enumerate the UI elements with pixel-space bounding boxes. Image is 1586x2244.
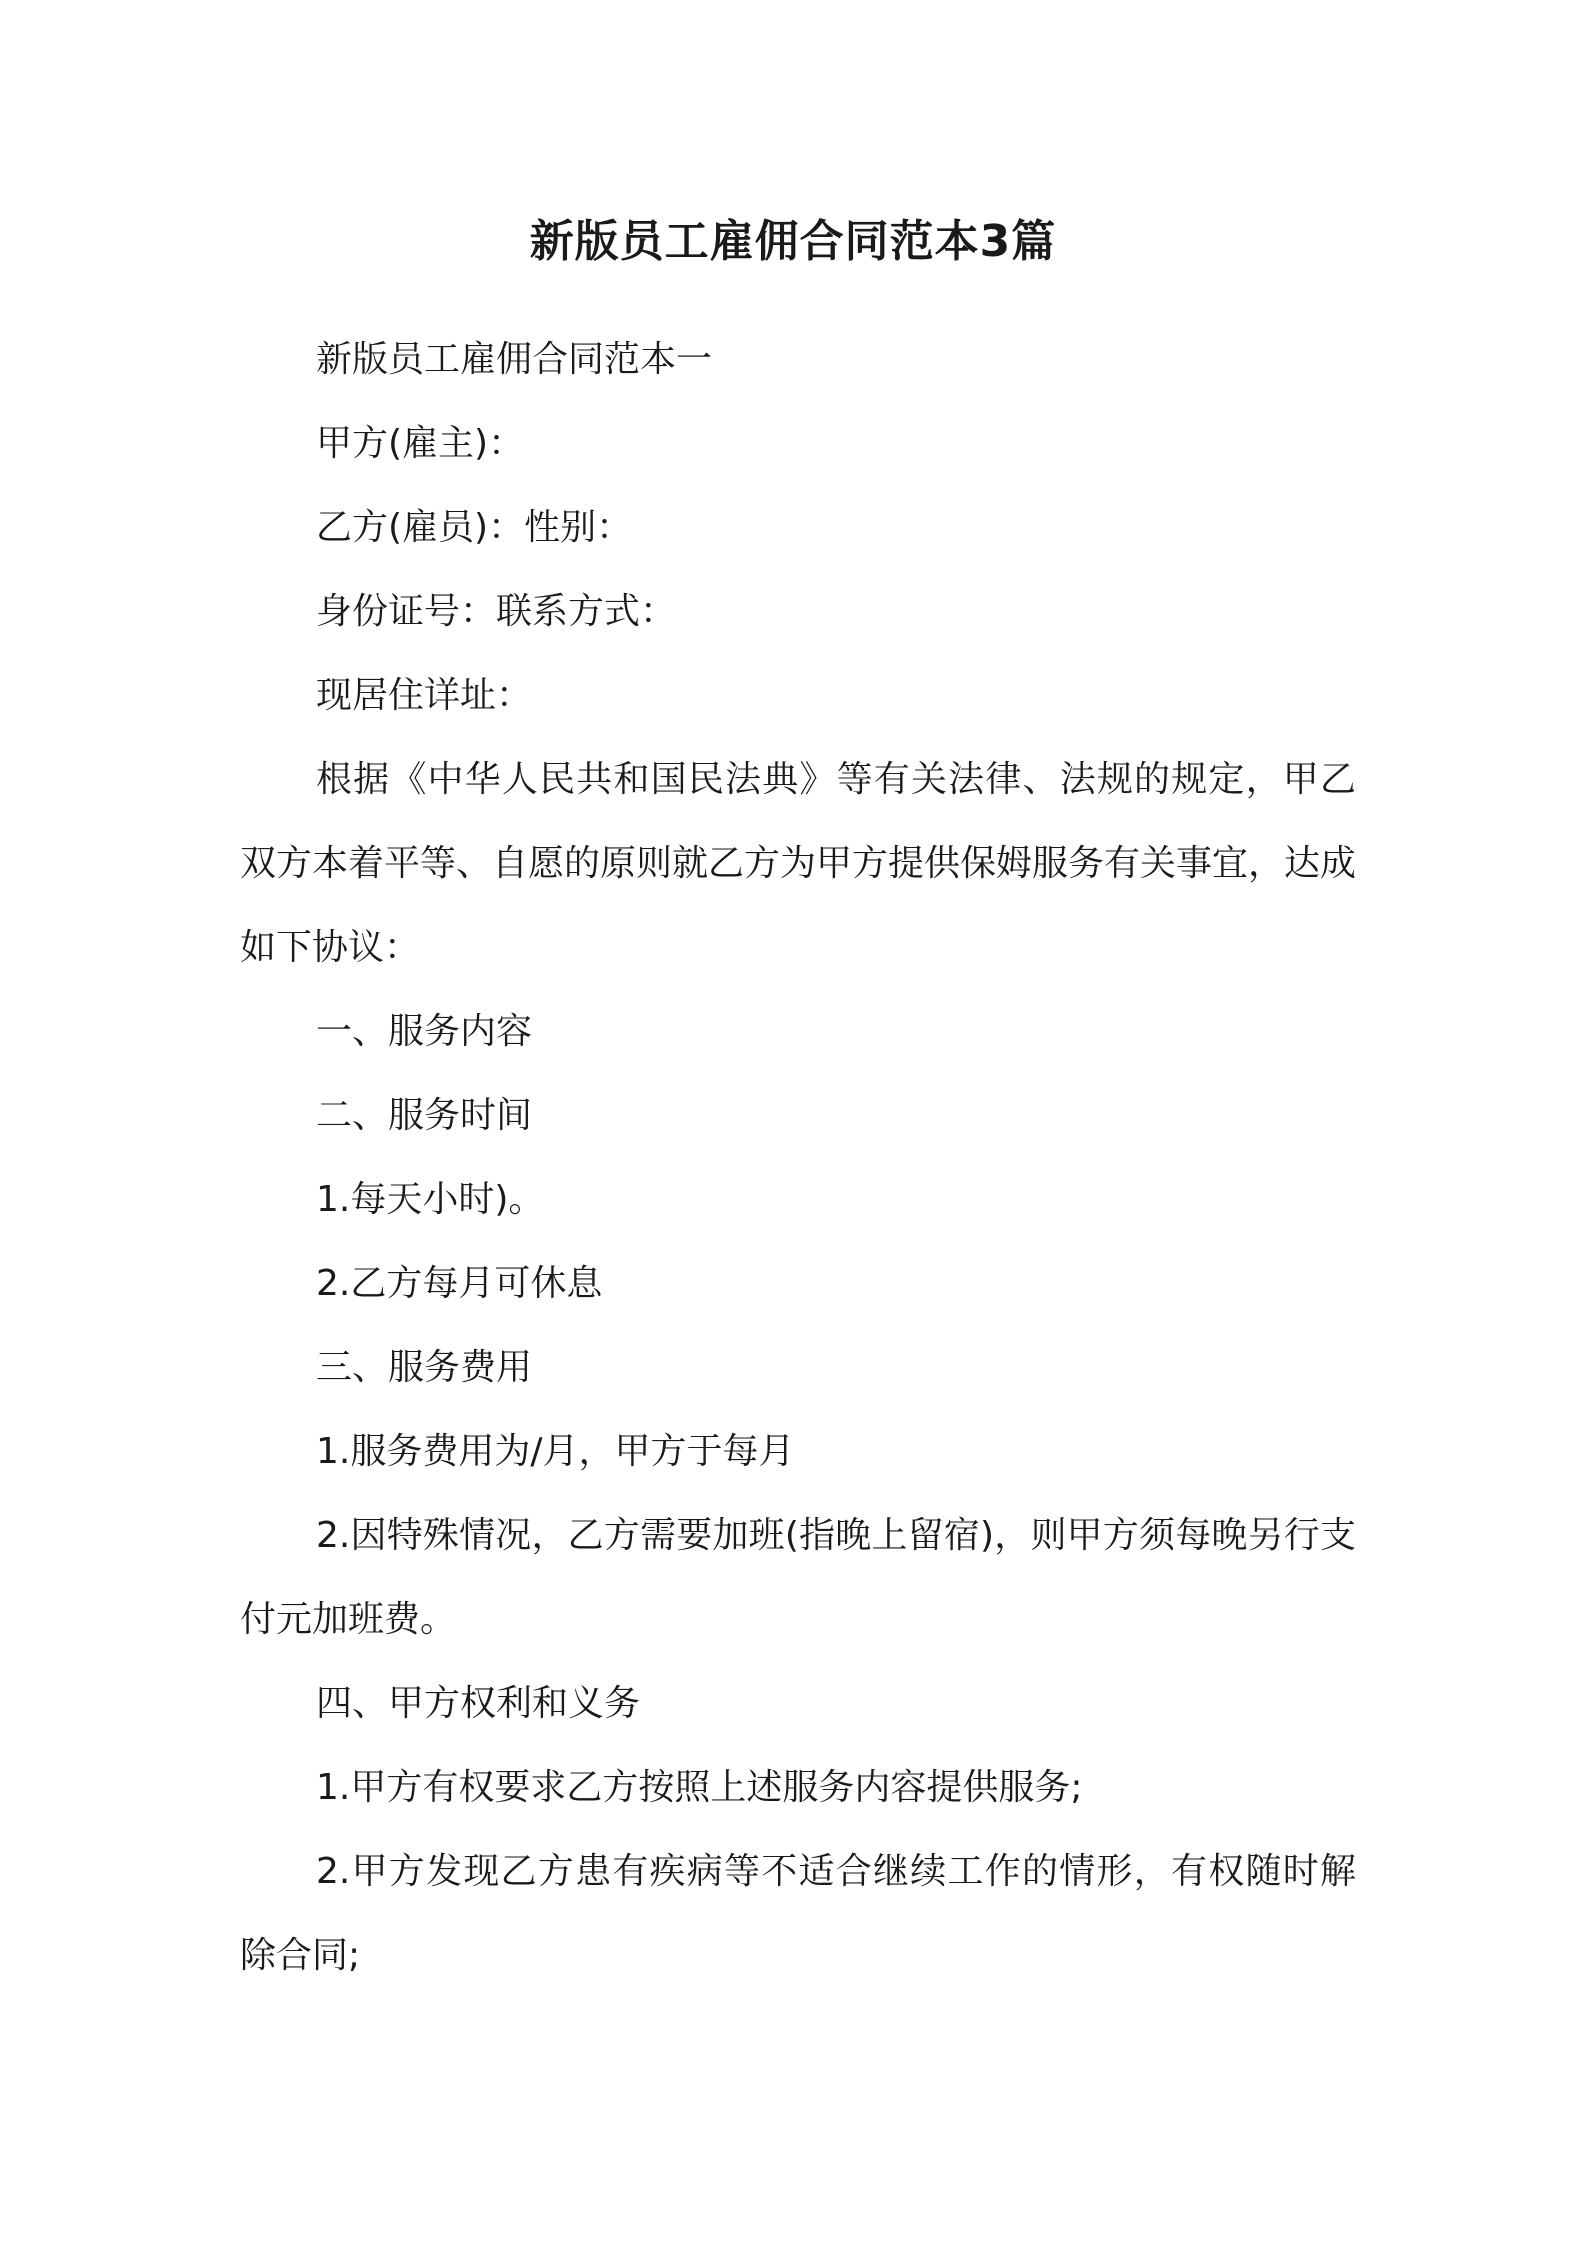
- party-a-field: 甲方(雇主)：: [316, 423, 525, 464]
- address-field: 现居住详址：: [316, 675, 533, 716]
- clause-item: 1.每天小时)。: [316, 1179, 545, 1220]
- clause-item: 1.甲方有权要求乙方按照上述服务内容提供服务;: [316, 1767, 1083, 1808]
- clause-item: 1.服务费用为/月，甲方于每月: [316, 1431, 795, 1472]
- clause-item: 2.乙方每月可休息: [316, 1263, 603, 1304]
- clause-item: 2.因特殊情况，乙方需要加班(指晚上留宿)，则甲方须每晚另行支付元加班费。: [240, 1515, 1356, 1640]
- document-title: 新版员工雇佣合同范本3篇: [529, 216, 1057, 267]
- clause-heading-party-a-rights: 四、甲方权利和义务: [316, 1683, 641, 1724]
- clause-heading-service-fee: 三、服务费用: [316, 1347, 533, 1388]
- clause-item: 2.甲方发现乙方患有疾病等不适合继续工作的情形，有权随时解除合同;: [240, 1851, 1356, 1976]
- document-body: [240, 318, 1356, 1998]
- preamble-paragraph: 根据《中华人民共和国民法典》等有关法律、法规的规定，甲乙双方本着平等、自愿的原则就乙方为甲方提供保姆服务有关事宜，达成如下协议：: [240, 759, 1357, 968]
- clause-heading-service-content: 一、服务内容: [316, 1011, 533, 1052]
- id-contact-field: 身份证号：联系方式：: [316, 591, 677, 632]
- party-b-field: 乙方(雇员)：性别：: [316, 507, 633, 548]
- clause-heading-service-time: 二、服务时间: [316, 1095, 533, 1136]
- section-heading: 新版员工雇佣合同范本一: [316, 339, 713, 380]
